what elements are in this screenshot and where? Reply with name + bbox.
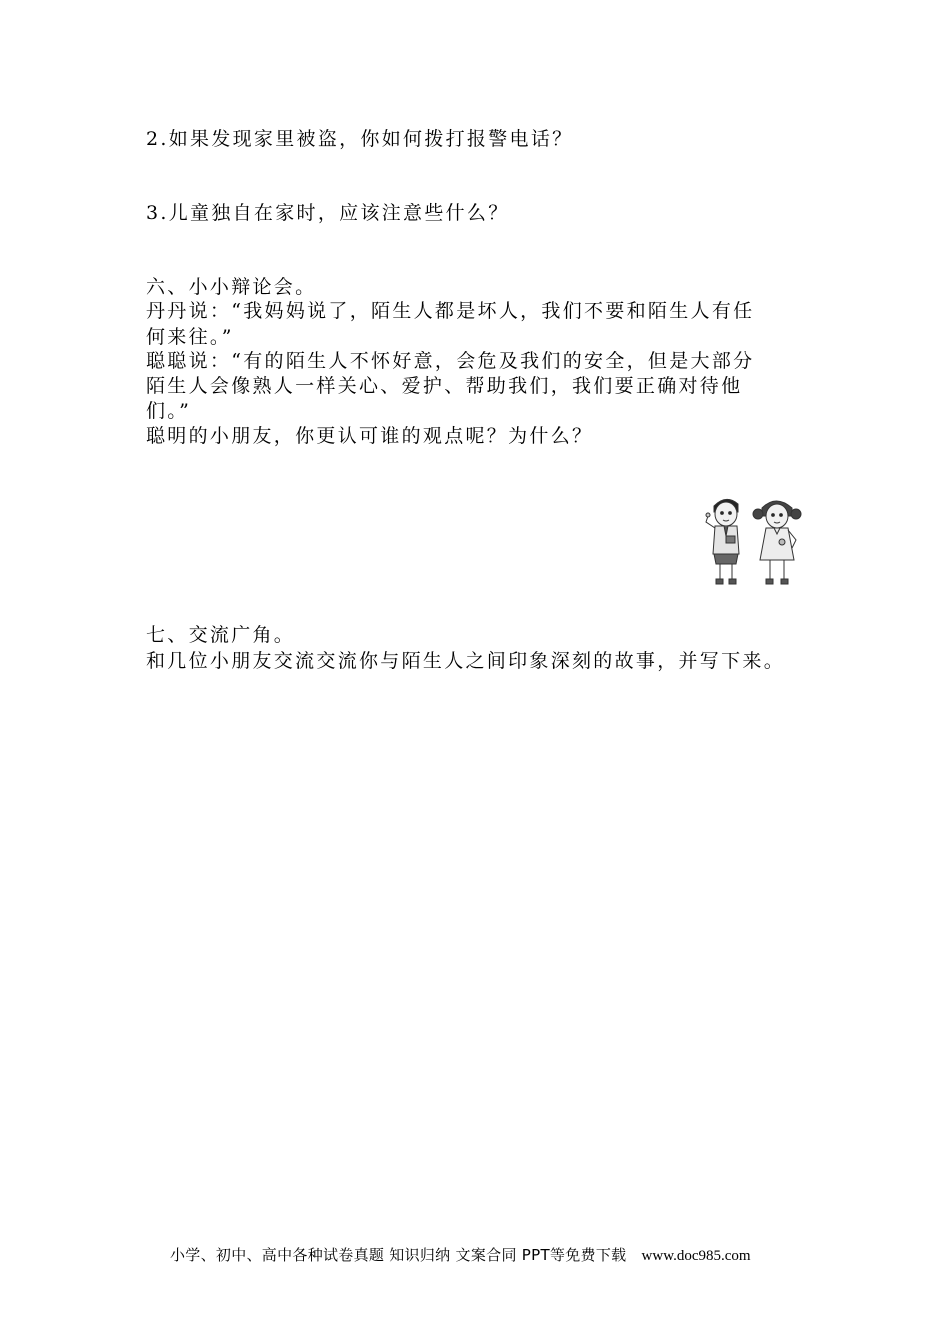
section6-question: 聪明的小朋友，你更认可谁的观点呢？为什么？ xyxy=(146,425,594,447)
page-footer xyxy=(170,1245,751,1266)
q2-text: 2.如果发现家里被盗，你如何拨打报警电话？ xyxy=(146,128,574,150)
congcong-line-3: 们。” xyxy=(146,400,192,422)
congcong-line-1: 聪聪说：“有的陌生人不怀好意，会危及我们的安全，但是大部分 xyxy=(146,350,755,372)
girl-figure xyxy=(753,501,801,584)
congcong-line-2: 陌生人会像熟人一样关心、爱护、帮助我们，我们要正确对待他 xyxy=(146,375,743,397)
dandan-line-2: 何来往。” xyxy=(146,326,234,348)
dandan-line-1: 丹丹说：“我妈妈说了，陌生人都是坏人，我们不要和陌生人有任 xyxy=(146,300,755,322)
students-illustration-icon xyxy=(700,492,810,592)
section7-prompt: 和几位小朋友交流交流你与陌生人之间印象深刻的故事，并写下来。 xyxy=(146,650,786,672)
section7-title: 七、交流广角。 xyxy=(146,624,296,646)
q3-text: 3.儿童独自在家时，应该注意些什么？ xyxy=(146,202,510,224)
footer-url-link[interactable]: www.doc985.com xyxy=(641,1248,751,1264)
boy-figure xyxy=(706,499,739,584)
boy-and-girl-students-illustration xyxy=(700,492,810,592)
footer-text: 小学、初中、高中各种试卷真题 知识归纳 文案合同 PPT等免费下载 xyxy=(170,1246,627,1264)
section6-title: 六、小小辩论会。 xyxy=(146,276,317,298)
